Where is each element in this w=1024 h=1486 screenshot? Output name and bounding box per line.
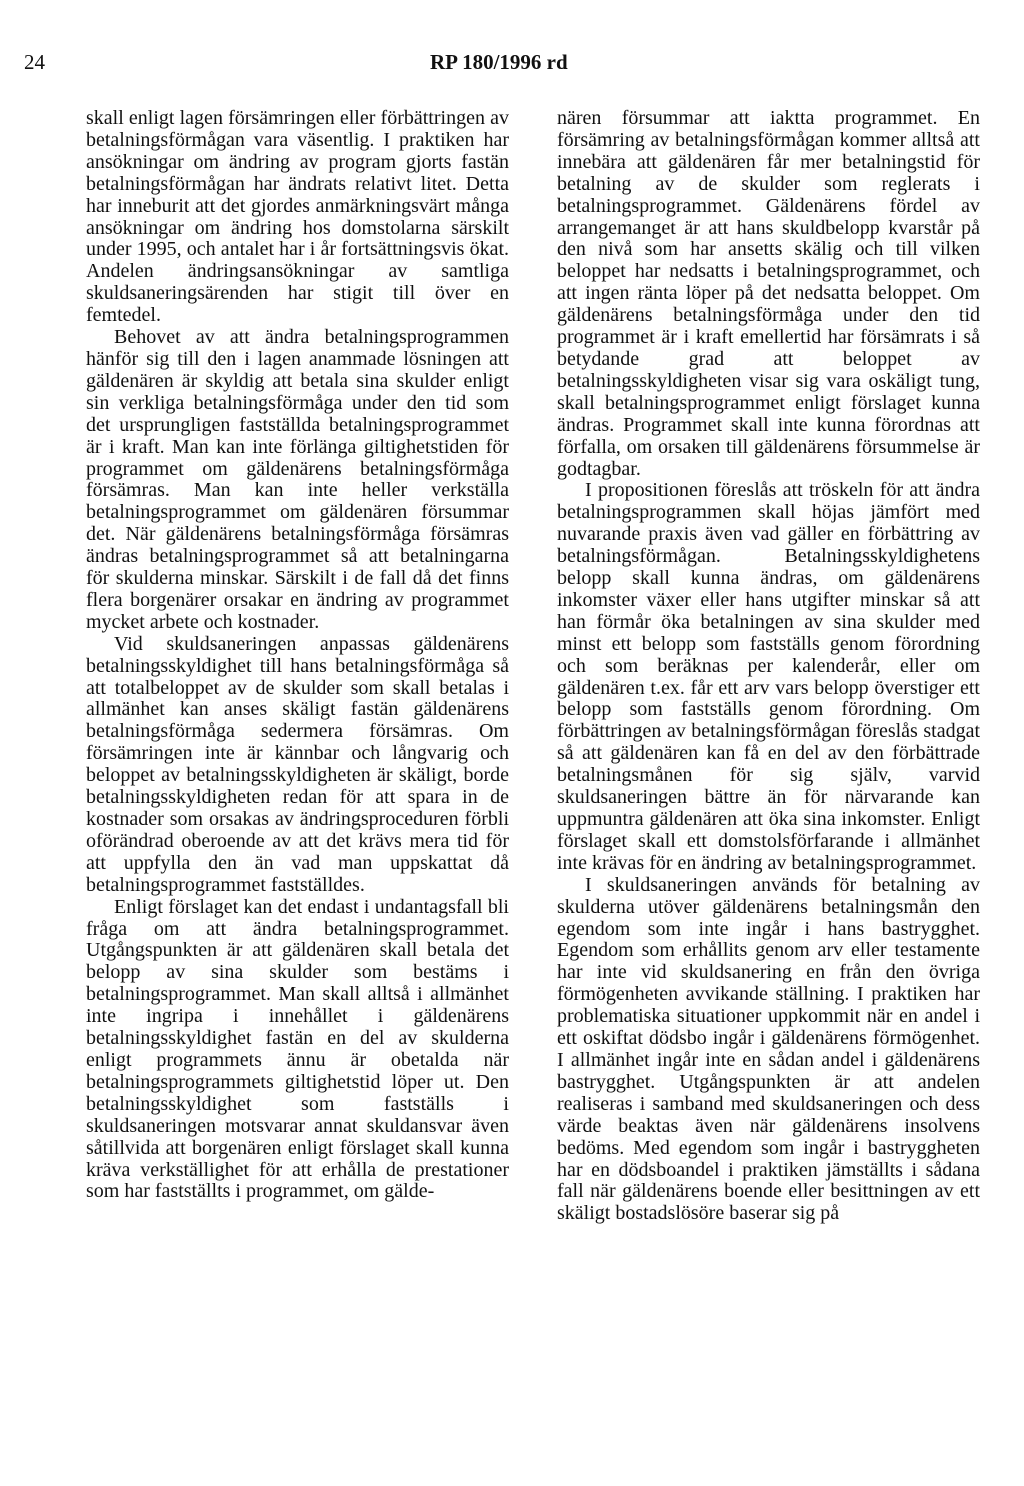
paragraph: I skuldsaneringen används för betalning av skulderna utöver gäldenärens betalningsmån den egendom som inte ingår i hans bastrygghet. Egendom som erhållits genom arv eller testamente har inte vid skuldsanering en från den övriga förmögenheten avvikande ställning. I praktiken har problematiska situationer uppkommit när en andel i ett oskiftat dödsbo ingår i gäldenärens förmögenhet. I allmänhet ingår inte en sådan andel i gäldenärens bastrygghet. Utgångspunkten är att andelen realiseras i samband med skuldsaneringen och dess värde beaktas även när gäldenärens insolvens bedöms. Med egendom som ingår i bastryggheten har en dödsboandel i praktiken jämställts i sådana fall när gäldenärens boende eller besittningen av ett skäligt bostadslösöre baserar sig på [557,873,980,1225]
paragraph: Vid skuldsaneringen anpassas gäldenärens betalningsskyldighet till hans betalningsförmåga så att totalbeloppet av de skulder som skall betalas i allmänhet kan anses skäligt fastän gäldenärens betalningsförmåga sedermera försämras. Om försämringen inte är kännbar och långvarig och beloppet av betalningsskyldigheten är skäligt, borde betalningsskyldigheten redan för att spara in de kostnader som orsakas av ändringsproceduren förbli oförändrad oberoende av att det krävs mera tid för att uppfylla den än vad man uppskattat då betalningsprogrammet fastställdes. [86,632,509,896]
left-text-column [86,108,509,1203]
paragraph: nären försummar att iaktta programmet. En försämring av betalningsförmågan kommer alltså att innebära att gäldenären får mer betalningstid för betalning av de skulder som reglerats i betalningsprogrammet. Gäldenärens fördel av arrangemanget är att hans skuldbelopp kvarstår på den nivå som har ansetts skälig och till vilken beloppet har nedsatts i betalningsprogrammet, och att ingen ränta löper på det nedsatta beloppet. Om gäldenärens betalningsförmåga under den tid programmet är i kraft emellertid har försämrats i så betydande grad att beloppet av betalningsskyldigheten visar sig vara oskäligt tung, skall betalningsprogrammet enligt förslaget kunna ändras. Programmet skall inte kunna förordnas att förfalla, om orsaken till gäldenärens försummelse är godtagbar. [557,107,980,480]
page-number: 24 [24,50,45,74]
paragraph: I propositionen föreslås att tröskeln för att ändra betalningsprogrammen skall höjas jämfört med nuvarande praxis även vad gäller en förbättring av betalningsförmågan. Betalningsskyldighetens belopp skall kunna ändras, om gäldenärens inkomster växer eller hans utgifter minskar så att han förmår öka betalningen av sina skulder med minst ett belopp som fastställs genom förordning och som beräknas per kalenderår, eller om gäldenären t.ex. får ett arv vars belopp överstiger ett belopp som fastställs genom förordning. Om förbättringen av betalningsförmågan föreslås stadgat så att gäldenären kan få en del av den förbättrade betalningsmånen för sig själv, varvid skuldsaneringen bättre än för närvarande kan uppmuntra gäldenären att öka sina inkomster. Enligt förslaget skall ett domstolsförfarande i allmänhet inte krävas för en ändring av betalningsprogrammet. [557,479,980,874]
paragraph: Enligt förslaget kan det endast i undantagsfall bli fråga om att ändra betalningsprogrammet. Utgångspunkten är att gäldenären skall betala det belopp av sina skulder som bestäms i betalningsprogrammet. Man skall alltså i allmänhet inte ingripa i innehållet i gäldenärens betalningsskyldighet fastän en del av skulderna enligt programmets ännu är obetalda när betalningsprogrammets giltighetstid löper ut. Den betalningsskyldighet som fastställs i skuldsaneringen motsvarar annat skuldansvar även såtillvida att borgenären enligt förslaget skall kunna kräva verkställighet för att erhålla de prestationer som har fastställts i programmet, om gälde- [86,895,509,1203]
paragraph: skall enligt lagen försämringen eller förbättringen av betalningsförmågan vara väsentlig. I praktiken har ansökningar om ändring av program gjorts fastän betalningsförmågan har ändrats relativt litet. Detta har inneburit att det gjordes anmärkningsvärt många ansökningar om ändring hos domstolarna särskilt under 1995, och antalet har i år fortsättningsvis ökat. Andelen ändringsansökningar av samtliga skuldsaneringsärenden har stigit till över en femtedel. [86,107,509,327]
right-text-column [557,108,980,1225]
document-reference: RP 180/1996 rd [430,50,568,74]
paragraph: Behovet av att ändra betalningsprogrammen hänför sig till den i lagen anammade lösningen att gäldenären är skyldig att betala sina skulder enligt sin verkliga betalningsförmåga under den tid som det ursprungligen fastställda betalningsprogrammet är i kraft. Man kan inte förlänga giltighetstiden för programmet om gäldenärens betalningsförmåga försämras. Man kan inte heller verkställa betalningsprogrammet om gäldenären försummar det. När gäldenärens betalningsförmåga försämras ändras betalningsprogrammet så att betalningarna för skulderna minskar. Särskilt i de fall då det finns flera borgenärer orsakar en ändring av programmet mycket arbete och kostnader. [86,326,509,633]
